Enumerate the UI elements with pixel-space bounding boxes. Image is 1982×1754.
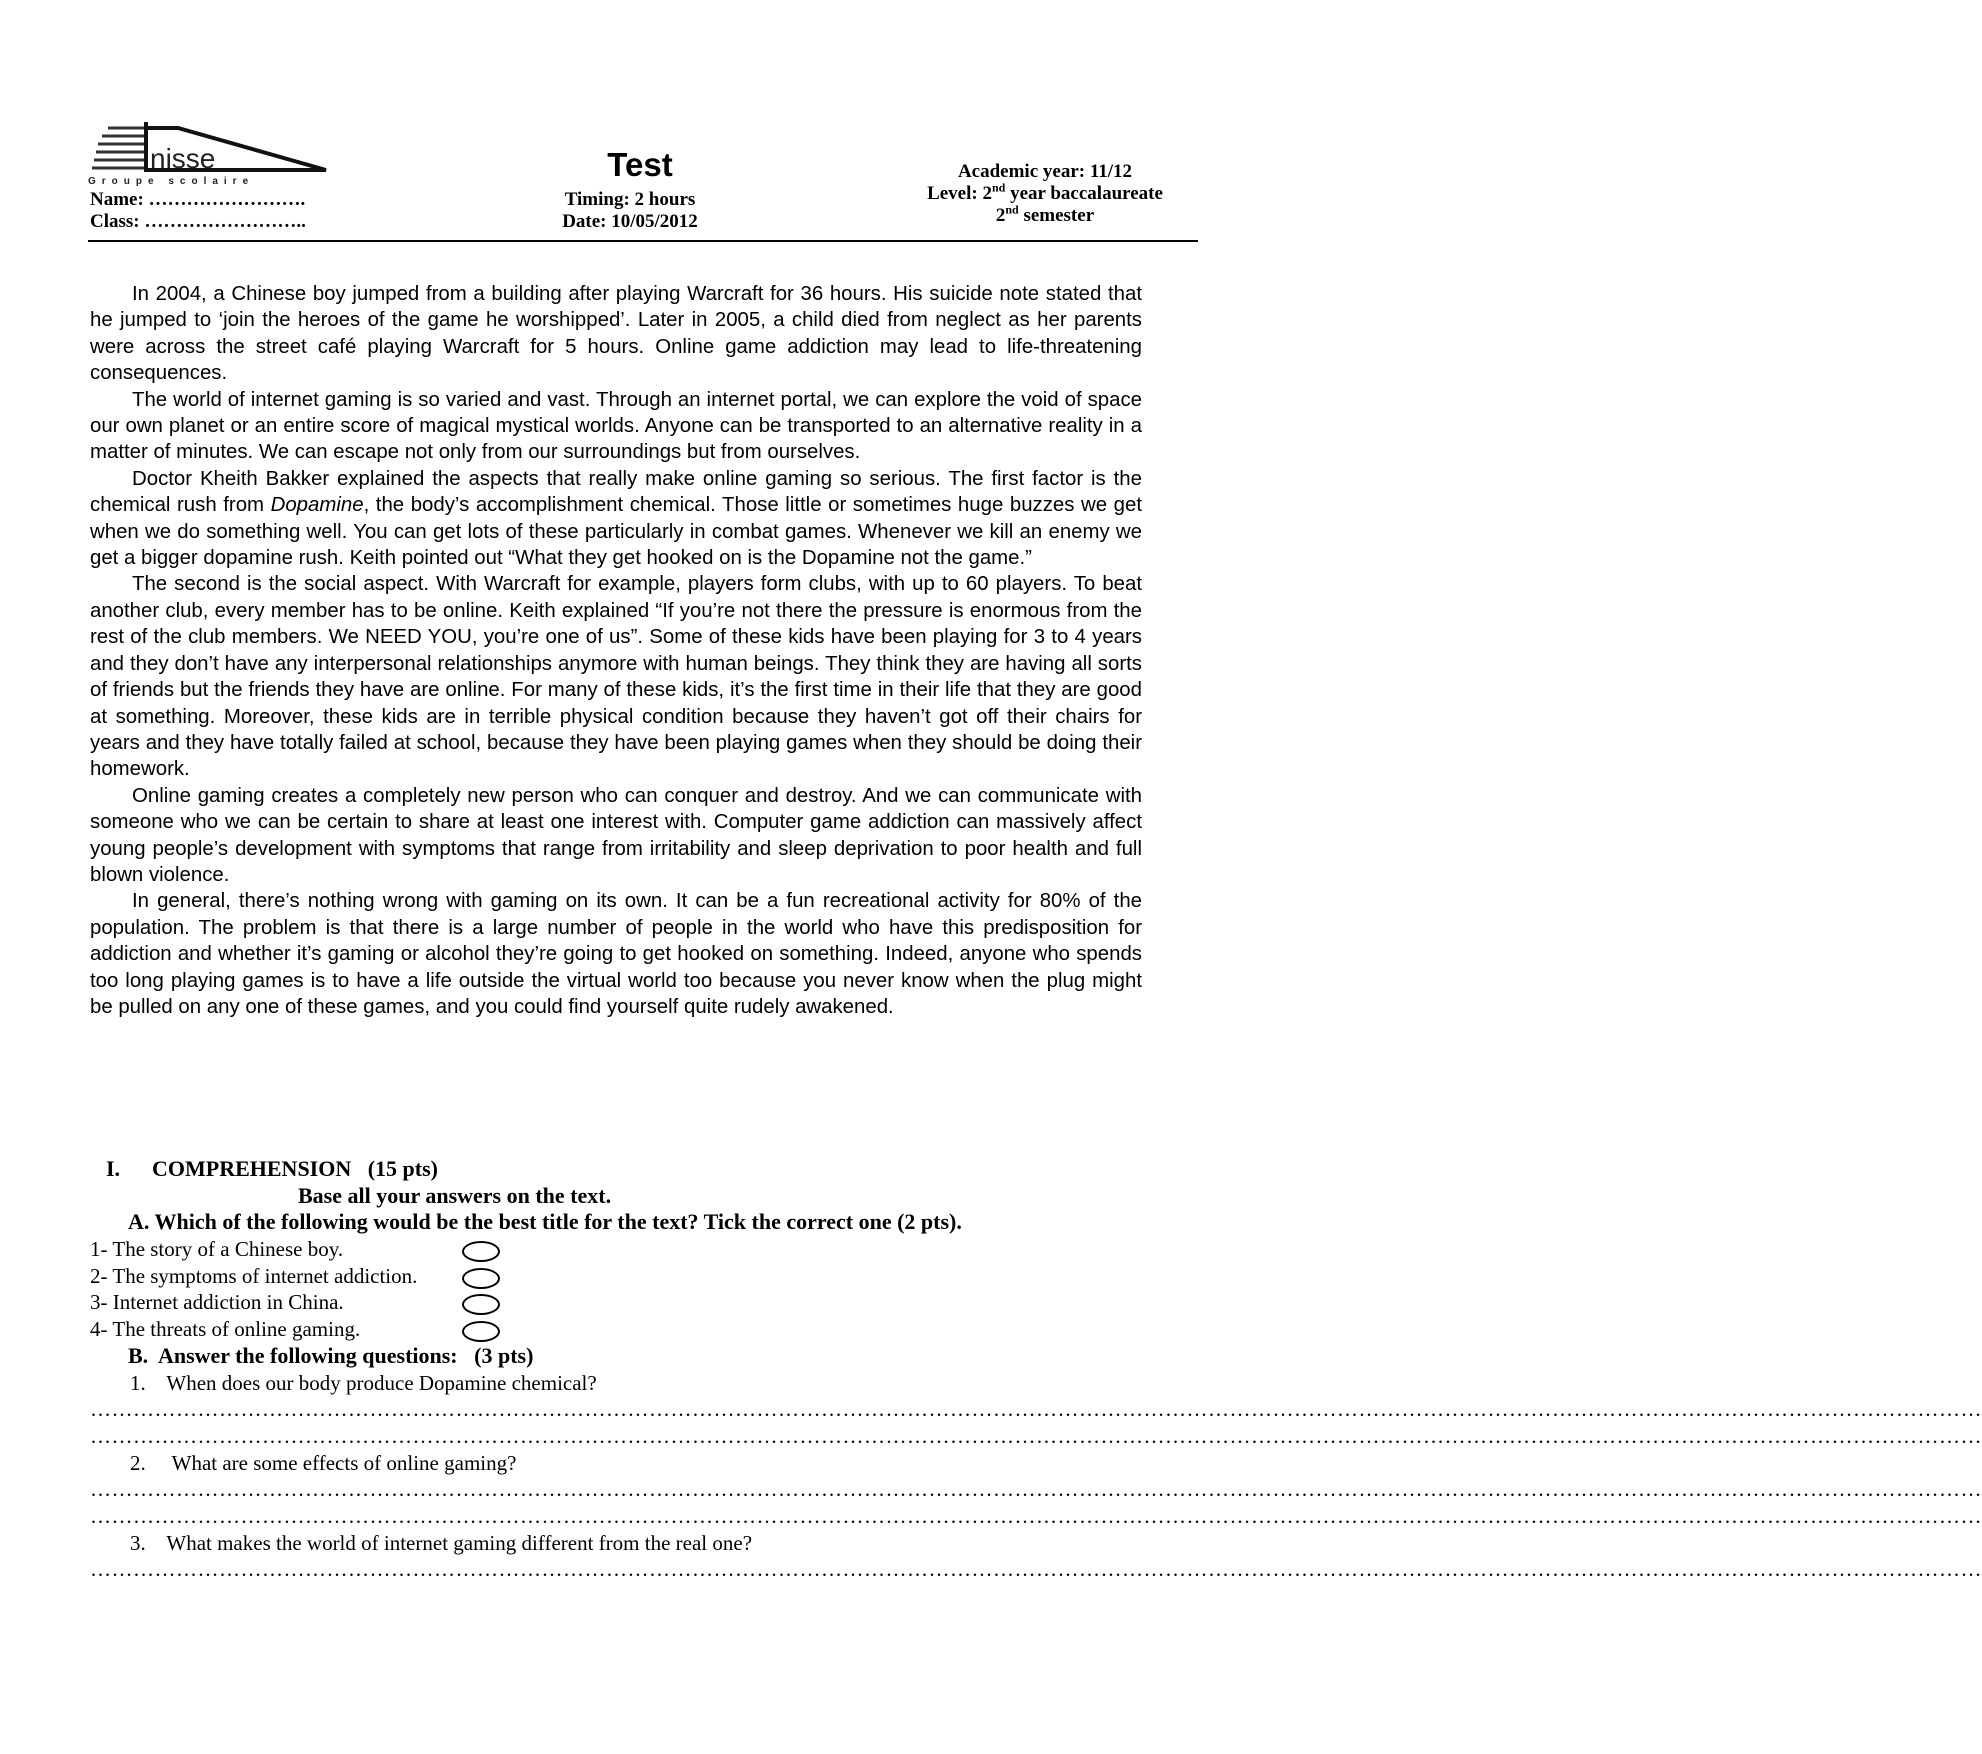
date: Date: 10/05/2012 [562,211,698,232]
paragraph [90,466,1142,572]
tick-circle[interactable] [462,1241,500,1262]
semester [900,202,1190,227]
level [900,180,1190,205]
tick-circle[interactable] [462,1294,500,1315]
paragraph: In 2004, a Chinese boy jumped from a building after playing Warcraft for 36 hours. His suicide note stated that he jumped to ‘join the heroes of the game he worshipped’. Later in 2005, a child died from neglect as her parents were across the street café playing Warcraft for 5 hours. Online game addiction may lead to life-threatening consequences. [90,283,1142,385]
test-info [530,189,730,233]
section-b-heading: B. Answer the following questions: (3 pts) [128,1342,534,1368]
option-label: 1- The story of a Chinese boy. [90,1237,344,1262]
paragraph-text: Doctor Kheith Bakker explained the aspects that really make online gaming so serious. The first factor is the chemical rush from [90,467,1142,517]
semester-suffix: semester [1018,205,1095,226]
answer-line[interactable]: ………………………………………………………………………………………………………………………………………………………………………………………………………………………………………… [90,1477,1982,1502]
section-a-heading: A. Which of the following would be the best title for the text? Tick the correct one (2 pts). [128,1209,962,1235]
instruction: Base all your answers on the text. [298,1182,612,1208]
level-prefix: Level: 2 [927,183,992,204]
answer-line[interactable]: ………………………………………………………………………………………………………………………………………………………………………………………………………………………………………… [90,1503,1982,1528]
paragraph-text: , the body’s accomplishment chemical. Those little or sometimes huge buzzes we get when we do something well. You can get lots of these particularly in combat games. Whenever we kill an enemy we get a bigger dopamine rush. Keith pointed out “What they get hooked on is the Dopamine not the game.” [90,494,1143,570]
timing: Timing: 2 hours [564,189,696,210]
semester-prefix: 2 [995,205,1006,226]
section-numeral: I. [106,1156,121,1181]
tick-circle[interactable] [462,1321,500,1342]
semester-sup: nd [1005,202,1019,217]
name-field[interactable]: Name: ……………………. [90,189,306,210]
question-3: 3. What makes the world of internet gaming different from the real one? [130,1530,753,1555]
svg-text:nisse: nisse [150,143,216,174]
student-info [90,189,306,233]
test-title: Test [607,146,673,183]
level-sup: nd [991,180,1006,195]
answer-line[interactable]: ………………………………………………………………………………………………………………………………………………………………………………………………………………………………………… [90,1557,1982,1582]
level-suffix: year baccalaureate [1005,183,1163,204]
option-label: 2- The symptoms of internet addiction. [90,1263,418,1288]
reading-passage [90,281,1142,1020]
comprehension-section [90,1156,1982,1583]
paragraph: In general, there’s nothing wrong with gaming on its own. It can be a fun recreational activity for 80% of the population. The problem is that there is a large number of people in the world who have this predisposition for addiction and whether it’s gaming or alcohol they’re going to get hooked on something. Indeed, anyone who spends too long playing games is to have a life outside the virtual world too because you never know when the plug might be pulled on any one of these games, and you could find yourself quite rudely awakened. [90,890,1142,1018]
option-label: 4- The threats of online gaming. [90,1317,361,1342]
option-4 [90,1316,1142,1343]
dopamine-term: Dopamine [270,494,364,517]
question-2: 2. What are some effects of online gaming? [130,1450,517,1475]
paragraph: Online gaming creates a completely new person who can conquer and destroy. And we can communicate with someone who we can be certain to share at least one interest with. Computer game addiction can massively affect young people’s development with symptoms that range from irritability and sleep deprivation to poor health and full blown violence. [90,784,1142,886]
academic-year: Academic year: 11/12 [957,161,1133,182]
section-heading [90,1156,1142,1183]
tick-circle[interactable] [462,1268,500,1289]
option-1 [90,1236,1142,1263]
answer-line[interactable]: ………………………………………………………………………………………………………………………………………………………………………………………………………………………………………… [90,1397,1982,1422]
option-label: 3- Internet addiction in China. [90,1290,344,1315]
question-1: 1. When does our body produce Dopamine chemical? [130,1370,597,1395]
paragraph: The world of internet gaming is so varied and vast. Through an internet portal, we can explore the void of space our own planet or an entire score of magical mystical worlds. Anyone can be transported to an alternative reality in a matter of minutes. We can escape not only from our surroundings but from ourselves. [90,388,1142,464]
class-field[interactable]: Class: …………………….. [90,211,306,232]
header-divider [88,240,1198,242]
school-logo [88,120,338,190]
option-3 [90,1289,1142,1316]
answer-line[interactable]: ………………………………………………………………………………………………………………………………………………………………………………………………………………………………………… [90,1423,1982,1448]
academic-info [900,161,1190,227]
svg-text:Groupe scolaire: Groupe scolaire [88,176,255,187]
option-2 [90,1263,1142,1290]
section-title: COMPREHENSION (15 pts) [152,1156,439,1181]
paragraph: The second is the social aspect. With Warcraft for example, players form clubs, with up to 60 players. To beat another club, every member has to be online. Keith explained “If you’re not there the pressure is enormous from the rest of the club members. We NEED YOU, you’re one of us”. Some of these kids have been playing for 3 to 4 years and they don’t have any interpersonal relationships anymore with human beings. They think they are having all sorts of friends but the friends they have are online. For many of these kids, it’s the first time in their life that they are good at something. Moreover, these kids are in terrible physical condition because they haven’t got off their chairs for years and they have totally failed at school, because they have been playing games when they should be doing their homework. [90,573,1142,781]
